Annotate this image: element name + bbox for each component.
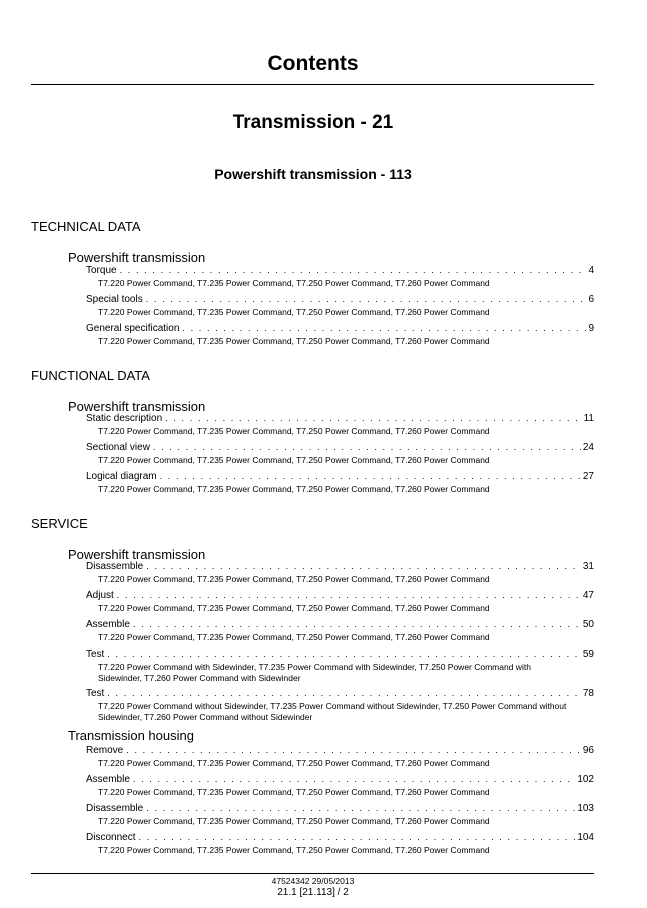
toc-entry[interactable] (86, 774, 594, 798)
leader-dots (146, 294, 587, 304)
entry-models: T7.220 Power Command, T7.235 Power Command, T7.250 Power Command, T7.260 Power Command (98, 787, 490, 797)
entry-page[interactable]: 102 (577, 774, 594, 785)
entry-models: T7.220 Power Command, T7.235 Power Command, T7.250 Power Command, T7.260 Power Command (98, 632, 490, 642)
entry-page[interactable]: 96 (582, 745, 594, 756)
entry-models: T7.220 Power Command, T7.235 Power Command, T7.250 Power Command, T7.260 Power Command (98, 278, 490, 288)
chapter-title: Transmission - 21 (232, 112, 394, 133)
entry-models: T7.220 Power Command, T7.235 Power Command, T7.250 Power Command, T7.260 Power Command (98, 455, 490, 465)
entry-label[interactable]: Disconnect (86, 832, 136, 843)
entry-page[interactable]: 103 (577, 803, 594, 814)
toc-entry[interactable] (86, 265, 594, 289)
leader-dots (117, 590, 581, 600)
group-heading: Powershift transmission (68, 399, 206, 414)
entry-label[interactable]: Assemble (86, 774, 130, 785)
entry-models: T7.220 Power Command, T7.235 Power Command, T7.250 Power Command, T7.260 Power Command (98, 574, 490, 584)
leader-dots (153, 442, 581, 452)
entry-label[interactable]: Remove (86, 745, 124, 756)
toc-entry[interactable] (86, 471, 594, 495)
entry-label[interactable]: Special tools (86, 294, 143, 305)
entry-label[interactable]: Torque (86, 265, 117, 276)
leader-dots (120, 265, 587, 275)
entry-label[interactable]: General specification (86, 323, 180, 334)
entry-page[interactable]: 78 (582, 688, 594, 699)
entry-label[interactable]: Disassemble (86, 561, 144, 572)
entry-page[interactable]: 104 (577, 832, 594, 843)
toc-entry[interactable] (86, 294, 594, 318)
leader-dots (133, 774, 575, 784)
leader-dots (107, 688, 581, 698)
footer-page-ref: 21.1 [21.113] / 2 (277, 887, 349, 898)
entry-models: T7.220 Power Command with Sidewinder, T7.235 Power Command with Sidewinder, T7.250 Power Command with Sidewinder, T7.260 Power Command with Sidewinder (98, 662, 531, 683)
section-heading-service: SERVICE (31, 516, 88, 531)
toc-entry[interactable] (86, 803, 594, 827)
toc-entry[interactable] (86, 649, 594, 684)
leader-dots (146, 803, 575, 813)
entry-models: T7.220 Power Command, T7.235 Power Command, T7.250 Power Command, T7.260 Power Command (98, 845, 490, 855)
entry-page[interactable]: 24 (582, 442, 594, 453)
leader-dots (146, 561, 581, 571)
leader-dots (165, 413, 581, 423)
entry-label[interactable]: Assemble (86, 619, 130, 630)
entry-page[interactable]: 50 (582, 619, 594, 630)
entry-models: T7.220 Power Command, T7.235 Power Command, T7.250 Power Command, T7.260 Power Command (98, 336, 490, 346)
toc-entry[interactable] (86, 323, 594, 347)
toc-entry[interactable] (86, 619, 594, 643)
toc-entry[interactable] (86, 832, 594, 856)
bottom-divider (31, 873, 594, 874)
toc-entry[interactable] (86, 688, 594, 723)
section-title: Powershift transmission - 113 (214, 166, 412, 182)
entry-page[interactable]: 11 (583, 413, 594, 424)
entry-models: T7.220 Power Command, T7.235 Power Command, T7.250 Power Command, T7.260 Power Command (98, 603, 490, 613)
entry-label[interactable]: Static description (86, 413, 163, 424)
group-heading: Powershift transmission (68, 547, 206, 562)
entry-page[interactable]: 31 (582, 561, 594, 572)
leader-dots (126, 745, 581, 755)
entry-models: T7.220 Power Command, T7.235 Power Command, T7.250 Power Command, T7.260 Power Command (98, 816, 490, 826)
entry-label[interactable]: Test (86, 688, 105, 699)
entry-models: T7.220 Power Command without Sidewinder, T7.235 Power Command without Sidewinder, T7.250 Power Command without Sidewinder, T7.260 Power Command without Sidewinder (98, 701, 567, 722)
leader-dots (182, 323, 586, 333)
entry-label[interactable]: Disassemble (86, 803, 144, 814)
toc-entry[interactable] (86, 413, 594, 437)
section-heading-functional-data: FUNCTIONAL DATA (31, 368, 150, 383)
toc-entry[interactable] (86, 745, 594, 769)
footer-doc-ref: 47524342 29/05/2013 (271, 876, 355, 886)
entry-models: T7.220 Power Command, T7.235 Power Command, T7.250 Power Command, T7.260 Power Command (98, 758, 490, 768)
entry-models: T7.220 Power Command, T7.235 Power Command, T7.250 Power Command, T7.260 Power Command (98, 307, 490, 317)
toc-entry[interactable] (86, 442, 594, 466)
leader-dots (107, 649, 581, 659)
group-heading: Transmission housing (68, 728, 194, 743)
entry-label[interactable]: Logical diagram (86, 471, 157, 482)
leader-dots (138, 832, 575, 842)
toc-entry[interactable] (86, 590, 594, 614)
entry-page[interactable]: 4 (588, 265, 594, 276)
top-divider (31, 84, 594, 85)
entry-page[interactable]: 47 (582, 590, 594, 601)
entry-models: T7.220 Power Command, T7.235 Power Command, T7.250 Power Command, T7.260 Power Command (98, 426, 490, 436)
entry-label[interactable]: Test (86, 649, 105, 660)
section-heading-technical-data: TECHNICAL DATA (31, 219, 141, 234)
group-heading: Powershift transmission (68, 250, 206, 265)
page-title: Contents (267, 52, 359, 75)
entry-page[interactable]: 27 (582, 471, 594, 482)
leader-dots (160, 471, 581, 481)
entry-page[interactable]: 59 (582, 649, 594, 660)
entry-label[interactable]: Adjust (86, 590, 114, 601)
entry-models: T7.220 Power Command, T7.235 Power Command, T7.250 Power Command, T7.260 Power Command (98, 484, 490, 494)
leader-dots (133, 619, 581, 629)
entry-label[interactable]: Sectional view (86, 442, 150, 453)
entry-page[interactable]: 6 (588, 294, 594, 305)
entry-page[interactable]: 9 (588, 323, 594, 334)
toc-entry[interactable] (86, 561, 594, 585)
